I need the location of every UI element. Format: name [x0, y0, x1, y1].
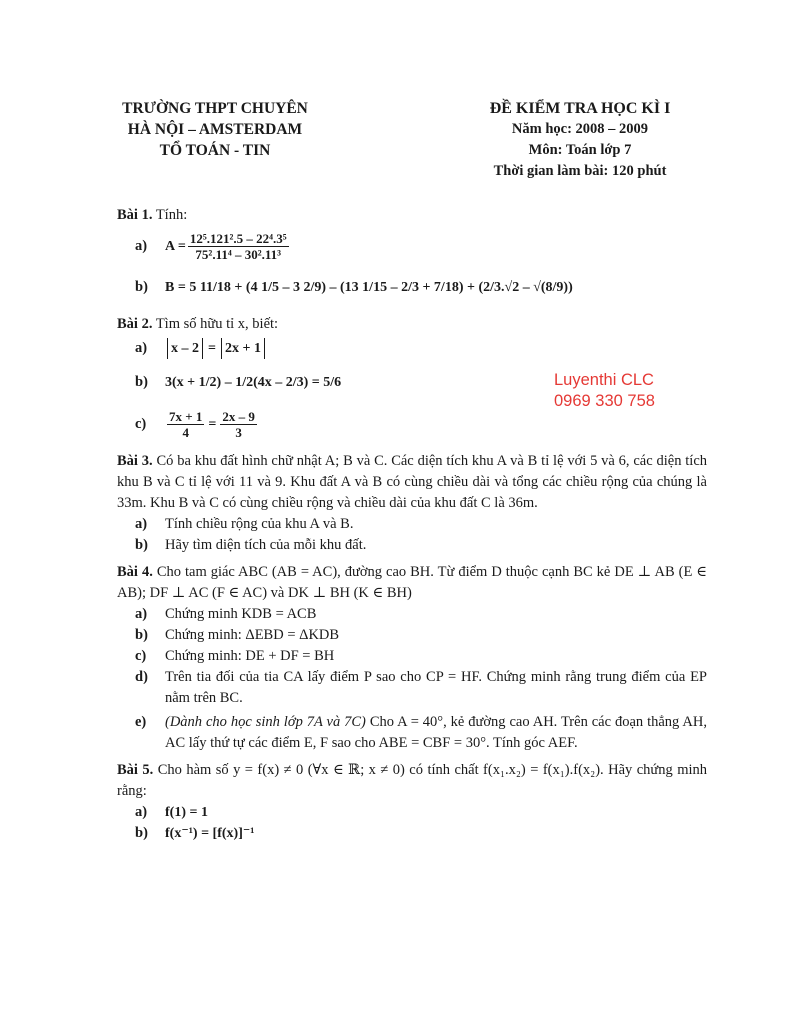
- problem-4a-label: a): [135, 606, 148, 622]
- school-name-line1: TRƯỜNG THPT CHUYÊN: [122, 100, 308, 117]
- problem-3: [117, 451, 707, 556]
- problem-2a-left: x – 2: [167, 338, 203, 359]
- problem-1-text: Tính:: [155, 207, 188, 223]
- problem-1a-prefix: A =: [165, 238, 186, 254]
- problem-2a: a) x – 2 = 2x + 1: [117, 335, 707, 361]
- problem-2c-denominator-2: 3: [235, 424, 242, 440]
- school-header: [110, 98, 320, 161]
- problem-3b-text: Hãy tìm diện tích của mỗi khu đất.: [165, 537, 367, 553]
- problem-4e-text: Cho A = 40°, kẻ đường cao AH. Trên các đoạn thẳng AH, AC lấy thứ tự các điểm E, F sao cho ABE = CBF = 30°. Tính góc AEF.: [165, 714, 707, 751]
- problem-1: [117, 205, 707, 308]
- problem-3a-label: a): [135, 516, 148, 532]
- problem-4c-label: c): [135, 648, 147, 664]
- subject: Môn: Toán lớp 7: [528, 142, 632, 158]
- problem-1b: [117, 266, 707, 308]
- problem-3a: [117, 514, 707, 535]
- problem-2b: [117, 361, 707, 403]
- problem-3-text: Có ba khu đất hình chữ nhật A; B và C. Các diện tích khu A và B tỉ lệ với 5 và 6, các diện tích khu B và C tỉ lệ với 11 và 9. Khu đất A và B có cùng chiều dài và tổng các chiều rộng của chúng là 33m. Khu B và C có cùng chiều rộng và chiều dài của khu đất C là 36m.: [117, 453, 708, 511]
- problem-2a-label: a): [135, 339, 148, 356]
- problem-4-text: Cho tam giác ABC (AB = AC), đường cao BH. Từ điểm D thuộc cạnh BC kẻ DE ⊥ AB (E ∈ AB); DF ⊥ AC (F ∈ AC) và DK ⊥ BH (K ∈ BH): [117, 564, 708, 601]
- problem-3b: [117, 535, 707, 556]
- problem-5: [117, 760, 707, 844]
- problem-2-title: Bài 2.: [117, 316, 153, 332]
- problem-4d-text: Trên tia đối của tia CA lấy điểm P sao cho CP = HF. Chứng minh rằng trung điểm của EP nằm trên BC.: [165, 669, 707, 706]
- problem-1b-expression: B = 5 11/18 + (4 1/5 – 3 2/9) – (13 1/15 – 2/3 + 7/18) + (2/3.√2 – √(8/9)): [165, 279, 573, 295]
- problem-2c-numerator-1: 7x + 1: [169, 408, 203, 424]
- problem-1a-label: a): [135, 237, 148, 254]
- problem-1a-fraction: [188, 231, 289, 262]
- problem-4c: [117, 646, 707, 667]
- problem-4c-text: Chứng minh: DE + DF = BH: [165, 648, 335, 664]
- duration: Thời gian làm bài: 120 phút: [493, 163, 667, 179]
- problem-2b-label: b): [135, 373, 148, 390]
- exam-body: [117, 205, 707, 844]
- problem-4b: [117, 625, 707, 646]
- problem-4a: [117, 604, 707, 625]
- problem-3b-label: b): [135, 537, 148, 553]
- problem-1a: [117, 226, 707, 266]
- problem-1a-numerator: 12⁵.121².5 – 22⁴.3⁵: [189, 230, 287, 246]
- problem-4d: [117, 667, 707, 709]
- problem-5-title: Bài 5.: [117, 762, 154, 778]
- problem-5a-label: a): [135, 804, 148, 820]
- problem-4b-label: b): [135, 627, 148, 643]
- problem-5a-text: f(1) = 1: [165, 805, 208, 820]
- problem-2c-numerator-2: 2x – 9: [222, 408, 255, 424]
- school-year: Năm học: 2008 – 2009: [511, 121, 649, 137]
- problem-5b: [117, 823, 707, 844]
- exam-title: ĐỀ KIỂM TRA HỌC KÌ I: [489, 100, 671, 117]
- problem-1a-denominator: 75².11⁴ – 30².11³: [195, 246, 282, 262]
- problem-5-text: Cho hàm số y = f(x) ≠ 0 (∀x ∈ ℝ; x ≠ 0) có tính chất f(x₁.x₂) = f(x₁).f(x₂). Hãy chứng minh rằng:: [117, 762, 708, 799]
- problem-5b-label: b): [135, 825, 148, 841]
- problem-2: [117, 314, 707, 445]
- exam-header: [460, 98, 700, 182]
- problem-2-text: Tìm số hữu tỉ x, biết:: [155, 316, 279, 332]
- problem-2c: c) $\frac{7x + 1}{4}$ = $\frac{2x - 9}{3}$: [135, 408, 255, 440]
- problem-4e-note: (Dành cho học sinh lớp 7A và 7C): [165, 714, 366, 730]
- problem-5a: [117, 802, 707, 823]
- problem-2c-label: c): [135, 415, 147, 432]
- department-name: TỔ TOÁN - TIN: [159, 142, 271, 159]
- problem-4e-label: e): [135, 714, 147, 730]
- problem-4: [117, 562, 707, 754]
- watermark-line1: Luyenthi CLC: [554, 371, 654, 389]
- problem-2b-expression: 3(x + 1/2) – 1/2(4x – 2/3) = 5/6: [165, 374, 342, 390]
- problem-4e: [117, 712, 707, 754]
- problem-3-title: Bài 3.: [117, 453, 153, 469]
- problem-1-title: Bài 1.: [117, 207, 153, 223]
- problem-4-title: Bài 4.: [117, 564, 153, 580]
- problem-2a-right: 2x + 1: [221, 338, 265, 359]
- problem-3a-text: Tính chiều rộng của khu A và B.: [165, 516, 354, 532]
- problem-4b-text: Chứng minh: ΔEBD = ΔKDB: [165, 627, 340, 643]
- problem-4d-label: d): [135, 669, 148, 685]
- watermark-line2: 0969 330 758: [554, 392, 655, 410]
- problem-2c-denominator-1: 4: [182, 424, 189, 440]
- problem-5b-text: f(x⁻¹) = [f(x)]⁻¹: [165, 826, 255, 841]
- problem-4a-text: Chứng minh KDB = ACB: [165, 606, 317, 622]
- problem-1b-label: b): [135, 278, 148, 295]
- school-name-line2: HÀ NỘI – AMSTERDAM: [127, 121, 303, 138]
